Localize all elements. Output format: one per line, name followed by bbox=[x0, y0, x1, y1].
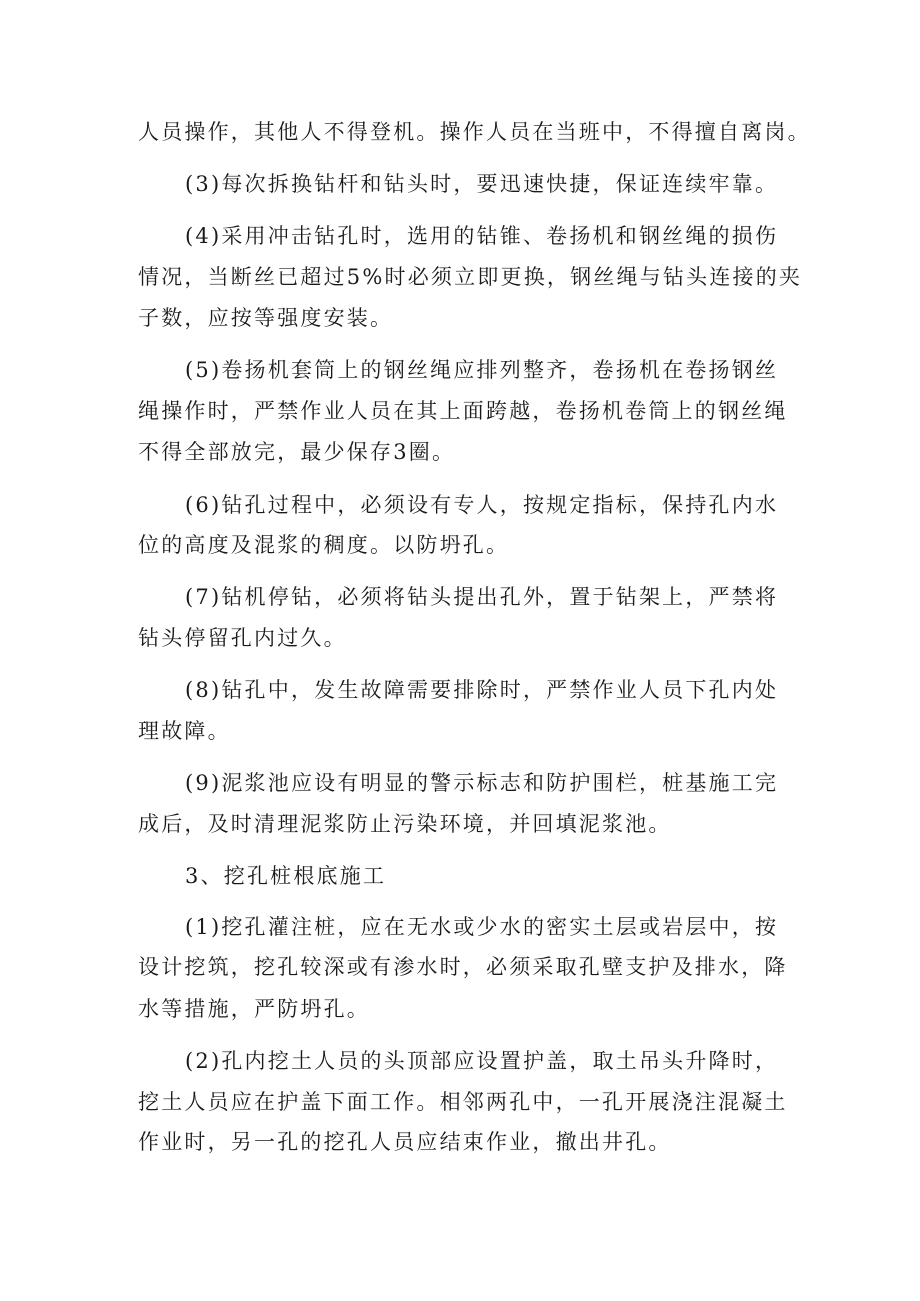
text-line: (5)卷扬机套筒上的钢丝绳应排列整齐，卷扬机在卷扬钢丝 bbox=[185, 358, 779, 382]
text-line: 水等措施，严防坍孔。 bbox=[138, 997, 370, 1021]
text-line: (9)泥浆池应设有明显的警示标志和防护围栏，桩基施工完 bbox=[185, 771, 779, 795]
text-line: 钻头停留孔内过久。 bbox=[138, 626, 347, 650]
text-line: 人员操作，其他人不得登机。操作人员在当班中，不得擅自离岗。 bbox=[138, 120, 811, 144]
text-line: 成后，及时清理泥浆防止污染环境，并回填泥浆池。 bbox=[138, 812, 672, 836]
text-line: 设计挖筑，挖孔较深或有渗水时，必须采取孔壁支护及排水，降 bbox=[138, 955, 788, 979]
text-line: (8)钻孔中，发生故障需要排除时，严禁作业人员下孔内处 bbox=[185, 678, 779, 702]
text-line: (3)每次拆换钻杆和钻头时，要迅速快捷，保证连续牢靠。 bbox=[185, 172, 779, 196]
text-line: (7)钻机停钻，必须将钻头提出孔外，置于钻架上，严禁将 bbox=[185, 585, 779, 609]
text-line: 位的高度及混浆的稠度。以防坍孔。 bbox=[138, 533, 510, 557]
text-line: 理故障。 bbox=[138, 719, 231, 743]
text-line: 挖土人员应在护盖下面工作。相邻两孔中，一孔开展浇注混凝土 bbox=[138, 1090, 788, 1114]
text-line: 绳操作时，严禁作业人员在其上面跨越，卷扬机卷筒上的钢丝绳 bbox=[138, 399, 788, 423]
text-line: 不得全部放完，最少保存3圈。 bbox=[138, 440, 456, 464]
text-line: (2)孔内挖土人员的头顶部应设置护盖，取土吊头升降时， bbox=[185, 1049, 779, 1073]
text-line: (6)钻孔过程中，必须设有专人，按规定指标，保持孔内水 bbox=[185, 493, 779, 517]
text-line: (4)采用冲击钻孔时，选用的钻锥、卷扬机和钢丝绳的损伤 bbox=[185, 224, 779, 248]
text-line: 子数，应按等强度安装。 bbox=[138, 306, 394, 330]
section-heading: 3、挖孔桩根底施工 bbox=[185, 864, 387, 888]
text-line: 情况，当断丝已超过5%时必须立即更换，钢丝绳与钻头连接的夹 bbox=[138, 265, 803, 289]
text-line: 作业时，另一孔的挖孔人员应结束作业，撤出井孔。 bbox=[138, 1130, 672, 1154]
text-line: (1)挖孔灌注桩，应在无水或少水的密实土层或岩层中，按 bbox=[185, 915, 779, 939]
